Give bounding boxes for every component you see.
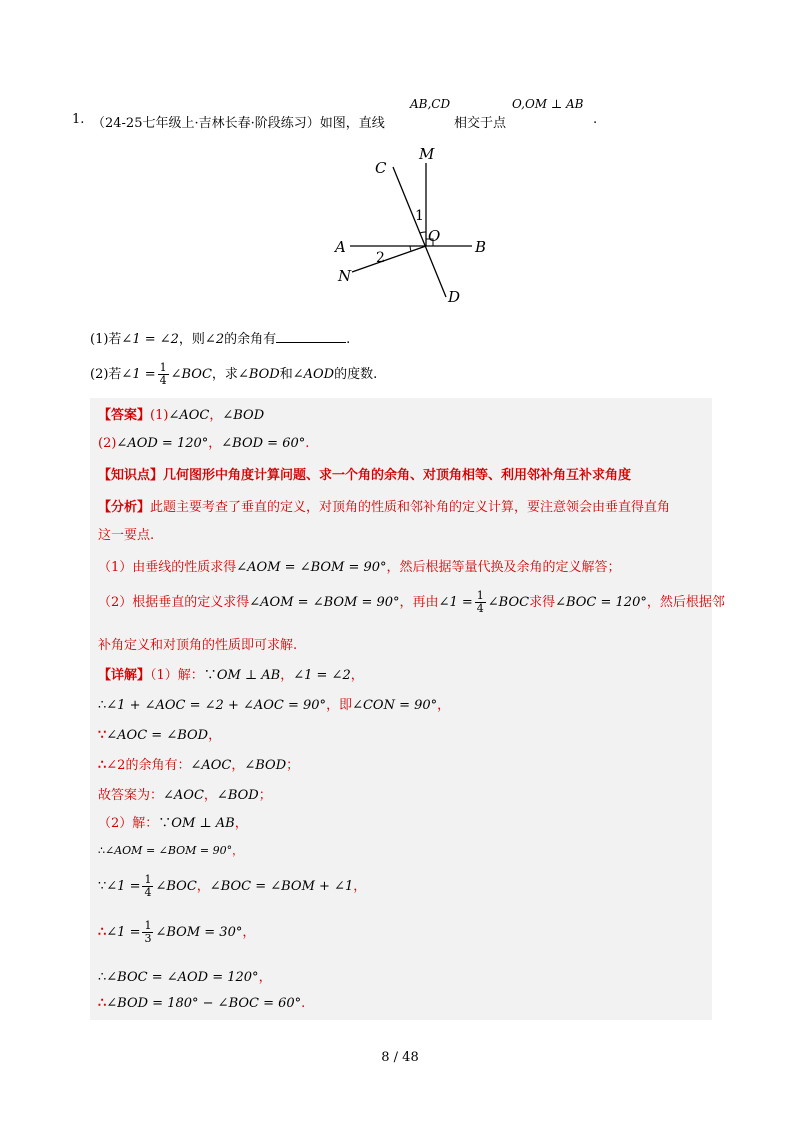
label-angle-1: 1 xyxy=(415,208,424,224)
detail-step-11: ∴∠BOD = 180° − ∠BOC = 60°. xyxy=(98,996,306,1011)
geometry-figure xyxy=(330,140,500,310)
analysis-line-1: 【分析】此题主要考查了垂直的定义，对顶角的性质和邻补角的定义计算，要注意领会由垂直得直角 xyxy=(98,500,671,515)
sub-question-2: (2)若∠1 = $\frac{1}{4}$ ∠BOC，求∠BOD和∠AOD的度数. xyxy=(90,361,378,387)
question-lines: AB,CD xyxy=(410,97,451,111)
label-n: N xyxy=(338,267,352,285)
label-a: A xyxy=(335,238,346,256)
label-b: B xyxy=(475,238,487,256)
knowledge-point: 【知识点】几何图形中角度计算问题、求一个角的余角、对顶角相等、利用邻补角互补求角度 xyxy=(98,468,632,483)
analysis-part-1: （1）由垂线的性质求得∠AOM = ∠BOM = 90°，然后根据等量代换及余角的定义解答； xyxy=(98,560,621,575)
sub-question-1: (1)若∠1 = ∠2，则∠2的余角有 . xyxy=(90,332,351,347)
label-angle-2: 2 xyxy=(376,250,385,266)
label-c: C xyxy=(375,159,387,177)
detail-step-10: ∴∠BOC = ∠AOD = 120°， xyxy=(98,970,272,985)
detail-step-9: ∴∠1 = $\frac{1}{3}$ ∠BOM = 30°， xyxy=(98,919,256,945)
detail-step-5: 故答案为：∠AOC，∠BOD； xyxy=(98,788,272,803)
detail-step-6: （2）解：∵OM ⊥ AB， xyxy=(98,816,248,831)
detail-step-7: ∴∠AOM = ∠BOM = 90°， xyxy=(98,844,244,857)
ray-on xyxy=(352,246,426,272)
detail-step-3: ∵∠AOC = ∠BOD， xyxy=(98,728,222,743)
analysis-part-2: （2）根据垂直的定义求得∠AOM = ∠BOM = 90°，再由∠1 = $\frac{1}{4}$ ∠BOC求得∠BOC = 120°，然后根据邻 xyxy=(98,589,725,615)
page-number: 8 / 48 xyxy=(381,1050,419,1065)
question-number: 1. xyxy=(72,112,85,127)
question-prefix: （24-25七年级上·吉林长春·阶段练习）如图，直线 xyxy=(92,116,385,131)
analysis-line-2: 这一要点. xyxy=(98,528,155,543)
label-m: M xyxy=(419,145,435,163)
label-d: D xyxy=(448,288,461,306)
fraction: $\frac{1}{4}$ xyxy=(159,361,167,387)
angle-2-arc xyxy=(410,246,411,251)
label-o: O xyxy=(428,227,441,245)
angle-1-arc xyxy=(420,232,426,233)
detail-step-1: 【详解】（1）解：∵OM ⊥ AB，∠1 = ∠2， xyxy=(98,668,364,683)
detail-step-2: ∴∠1 + ∠AOC = ∠2 + ∠AOC = 90°，即∠CON = 90°， xyxy=(98,698,451,713)
detail-step-8: ∵∠1 = $\frac{1}{4}$ ∠BOC，∠BOC = ∠BOM + ∠1， xyxy=(98,873,367,899)
answer-line-2: (2)∠AOD = 120°，∠BOD = 60°. xyxy=(98,436,310,451)
question-condition: O,OM ⊥ AB xyxy=(512,97,584,111)
answer-blank[interactable] xyxy=(276,330,346,343)
answer-line-1: 【答案】(1)∠AOC，∠BOD xyxy=(98,408,265,423)
analysis-part-2-cont: 补角定义和对顶角的性质即可求解. xyxy=(98,638,298,653)
question-end: . xyxy=(593,112,598,127)
question-mid: 相交于点 xyxy=(454,116,507,131)
solution-panel xyxy=(90,398,725,1020)
detail-step-4: ∴∠2的余角有：∠AOC，∠BOD； xyxy=(98,758,300,773)
